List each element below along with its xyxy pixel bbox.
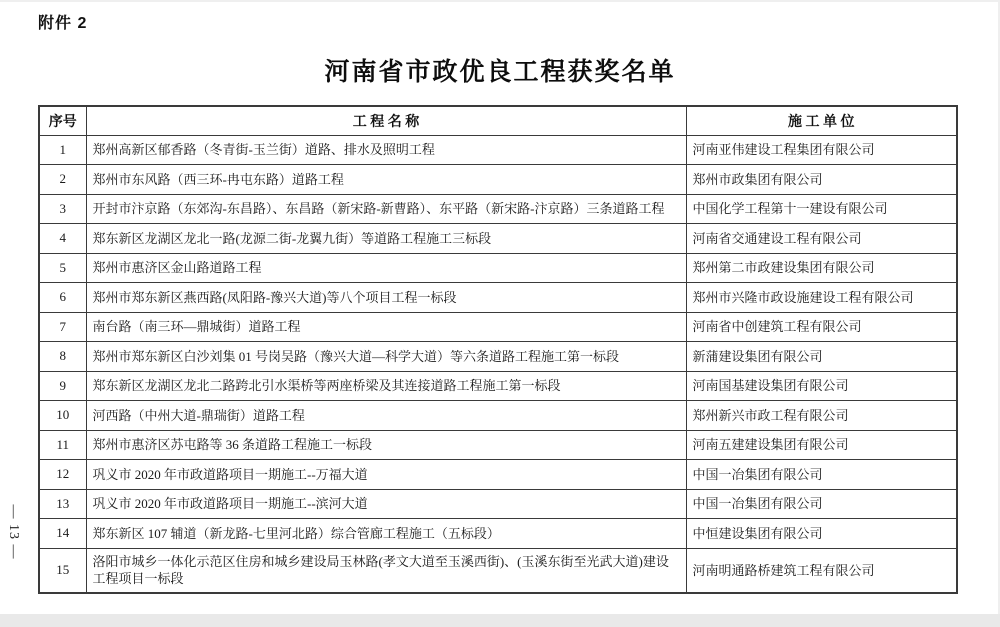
serial-number-cell: 9 [39,371,86,401]
construction-unit-cell: 河南省交通建设工程有限公司 [686,224,957,254]
project-name-cell: 洛阳市城乡一体化示范区住房和城乡建设局玉林路(孝文大道至玉溪西街)、(玉溪东街至光武大道)建设工程项目一标段 [86,548,686,593]
serial-number-cell: 15 [39,548,86,593]
project-name-cell: 郑州市郑东新区燕西路(凤阳路-豫兴大道)等八个项目工程一标段 [86,283,686,313]
construction-unit-cell: 中国化学工程第十一建设有限公司 [686,194,957,224]
table-row [39,312,957,342]
construction-unit-cell: 河南亚伟建设工程集团有限公司 [686,135,957,165]
table-row [39,135,957,165]
serial-number-cell: 11 [39,430,86,460]
construction-unit-cell: 河南国基建设集团有限公司 [686,371,957,401]
table-row [39,401,957,431]
project-name-cell: 开封市汴京路（东郊沟-东昌路）、东昌路（新宋路-新曹路）、东平路（新宋路-汴京路）三条道路工程 [86,194,686,224]
table-row [39,371,957,401]
serial-number-cell: 6 [39,283,86,313]
award-table [38,105,958,594]
construction-unit-cell: 中国一冶集团有限公司 [686,460,957,490]
serial-number-cell: 5 [39,253,86,283]
serial-number-cell: 2 [39,165,86,195]
table-row [39,430,957,460]
construction-unit-cell: 郑州第二市政建设集团有限公司 [686,253,957,283]
table-row [39,224,957,254]
construction-unit-cell: 河南省中创建筑工程有限公司 [686,312,957,342]
serial-number-cell: 3 [39,194,86,224]
project-name-cell: 郑东新区龙湖区龙北二路跨北引水渠桥等两座桥梁及其连接道路工程施工第一标段 [86,371,686,401]
construction-unit-cell: 河南明通路桥建筑工程有限公司 [686,548,957,593]
table-row [39,342,957,372]
table-row [39,519,957,549]
project-name-cell: 南台路（南三环—鼎城街）道路工程 [86,312,686,342]
scan-edge-bottom [0,614,1000,627]
construction-unit-cell: 郑州新兴市政工程有限公司 [686,401,957,431]
table-row [39,165,957,195]
table-header [39,106,957,135]
table-row [39,460,957,490]
table-row [39,548,957,593]
serial-number-cell: 13 [39,489,86,519]
page-number: — 13 — [6,504,21,560]
table-row [39,283,957,313]
construction-unit-cell: 河南五建建设集团有限公司 [686,430,957,460]
project-name-cell: 郑州市惠济区苏屯路等 36 条道路工程施工一标段 [86,430,686,460]
construction-unit-cell: 郑州市兴隆市政设施建设工程有限公司 [686,283,957,313]
project-name-cell: 郑州市惠济区金山路道路工程 [86,253,686,283]
project-name-cell: 郑东新区龙湖区龙北一路(龙源二街-龙翼九街）等道路工程施工三标段 [86,224,686,254]
project-name-cell: 郑州市东风路（西三环-冉屯东路）道路工程 [86,165,686,195]
construction-unit-cell: 郑州市政集团有限公司 [686,165,957,195]
construction-unit-cell: 中恒建设集团有限公司 [686,519,957,549]
serial-number-cell: 8 [39,342,86,372]
construction-unit-cell: 新蒲建设集团有限公司 [686,342,957,372]
table-row [39,253,957,283]
table-body [39,135,957,593]
project-name-cell: 郑州高新区郁香路（冬青街-玉兰街）道路、排水及照明工程 [86,135,686,165]
project-name-cell: 河西路（中州大道-鼎瑞街）道路工程 [86,401,686,431]
table-row [39,194,957,224]
serial-number-cell: 4 [39,224,86,254]
serial-number-cell: 7 [39,312,86,342]
page-title: 河南省市政优良工程获奖名单 [324,58,676,86]
project-name-cell: 巩义市 2020 年市政道路项目一期施工--滨河大道 [86,489,686,519]
project-name-cell: 郑东新区 107 辅道（新龙路-七里河北路）综合管廊工程施工（五标段） [86,519,686,549]
project-name-cell: 巩义市 2020 年市政道路项目一期施工--万福大道 [86,460,686,490]
serial-number-cell: 10 [39,401,86,431]
table-row [39,489,957,519]
serial-number-cell: 12 [39,460,86,490]
serial-number-cell: 14 [39,519,86,549]
header-serial-number: 序号 [39,106,86,135]
serial-number-cell: 1 [39,135,86,165]
scan-edge-top [0,0,1000,2]
construction-unit-cell: 中国一冶集团有限公司 [686,489,957,519]
header-project-name: 工 程 名 称 [86,106,686,135]
header-construction-unit: 施 工 单 位 [686,106,957,135]
project-name-cell: 郑州市郑东新区白沙刘集 01 号岗吴路（豫兴大道—科学大道）等六条道路工程施工第一标段 [86,342,686,372]
attachment-label: 附件 2 [38,15,88,32]
